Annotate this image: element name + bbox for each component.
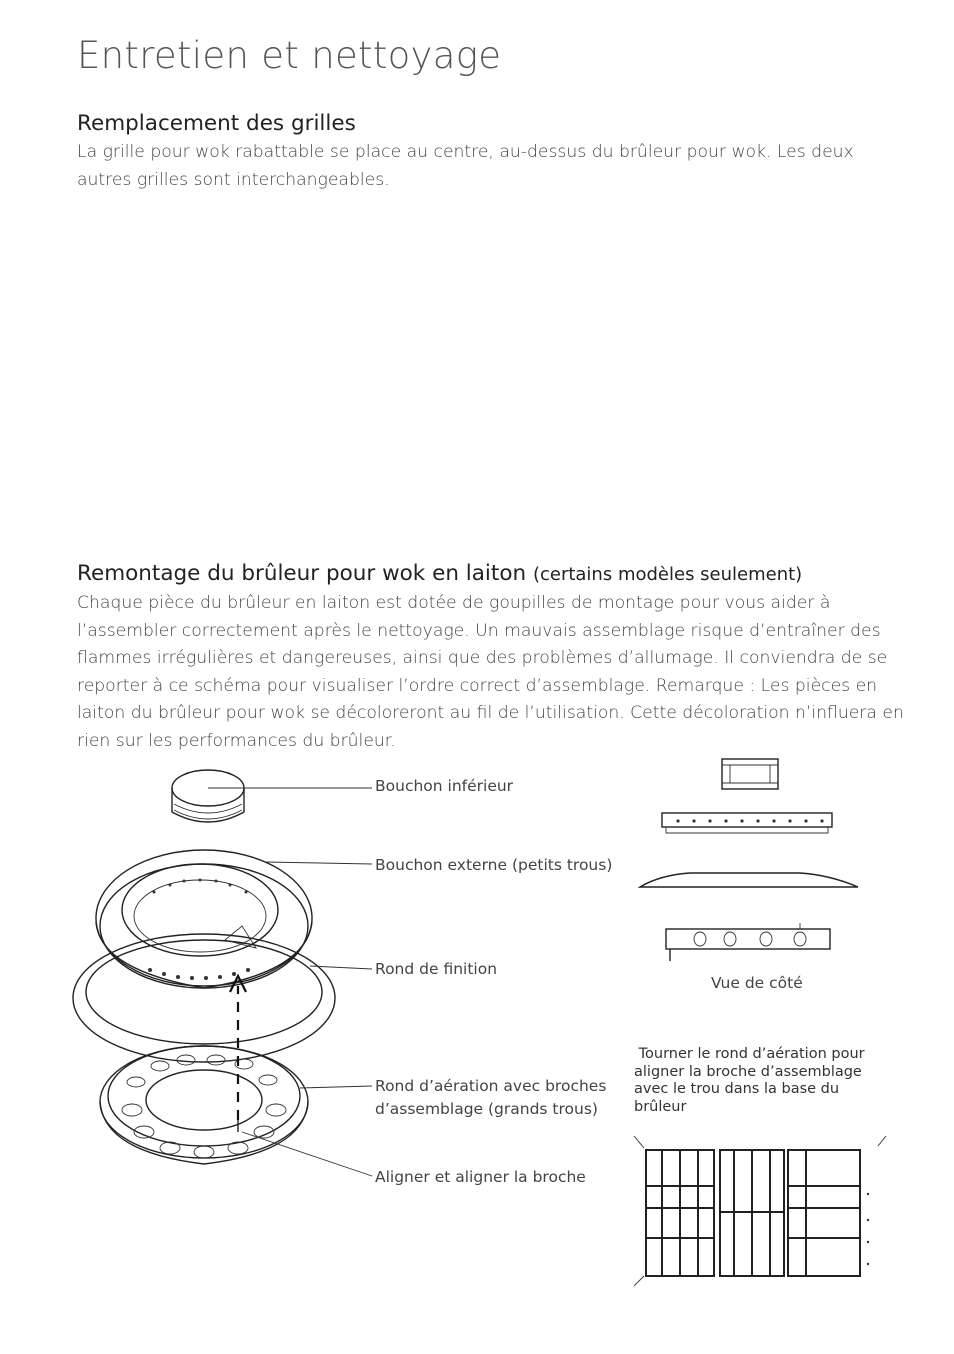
- label-aeration-ring-line2: d’assemblage (grands trous): [375, 1100, 598, 1118]
- label-align-pin: Aligner et aligner la broche: [375, 1168, 586, 1186]
- rotate-note-line: brûleur: [634, 1098, 687, 1115]
- label-outer-cap: Bouchon externe (petits trous): [375, 856, 613, 874]
- aeration-ring-drawing: [100, 1046, 308, 1164]
- rotate-note-line: aligner la broche d’assemblage: [634, 1063, 862, 1080]
- label-aeration-ring-line1: Rond d’aération avec broches: [375, 1077, 607, 1095]
- rotate-note-line: avec le trou dans la base du: [634, 1081, 840, 1097]
- label-trim-ring: Rond de finition: [375, 960, 498, 978]
- side-view-trim-ring: [640, 873, 858, 887]
- rotate-note-line: Tourner le rond d’aération pour: [634, 1046, 865, 1062]
- section-heading-wok-note: (certains modèles seulement): [532, 564, 803, 585]
- rotate-note: [634, 1046, 894, 1116]
- page-title: Entretien et nettoyage: [77, 34, 502, 77]
- section-heading-grates: Remplacement des grilles: [77, 111, 356, 136]
- side-view-diagram: [630, 755, 870, 965]
- section-heading-wok: [77, 561, 802, 586]
- outer-cap-drawing: [96, 850, 312, 988]
- side-view-aeration-ring: [666, 923, 830, 961]
- grate-top-view-diagram: [632, 1134, 890, 1290]
- burner-exploded-diagram: [60, 760, 380, 1180]
- side-view-caption: Vue de côté: [711, 974, 803, 992]
- side-view-outer-cap: [662, 813, 832, 833]
- label-bottom-cap: Bouchon inférieur: [375, 777, 514, 795]
- section-heading-wok-main: Remontage du brûleur pour wok en laiton: [77, 561, 527, 586]
- side-view-cap: [722, 759, 778, 789]
- bottom-cap-drawing: [172, 770, 244, 822]
- section-body-wok: Chaque pièce du brûleur en laiton est dotée de goupilles de montage pour vous aider à l’assembler correctement après le nettoyage. Un mauvais assemblage risque d’entraîner des flammes irrégulières et dangereuses, ainsi que des problèmes d’allumage. Il conviendra de se reporter à ce schéma pour visualiser l’ordre correct d’assemblage. Remarque : Les pièces en laiton du brûleur pour wok se décoloreront au fil de l’utilisation. Cette décoloration n’influera en rien sur les performances du brûleur.: [77, 593, 904, 751]
- section-body-grates: La grille pour wok rabattable se place au centre, au-dessus du brûleur pour wok. Les deux autres grilles sont interchangeables.: [77, 142, 854, 190]
